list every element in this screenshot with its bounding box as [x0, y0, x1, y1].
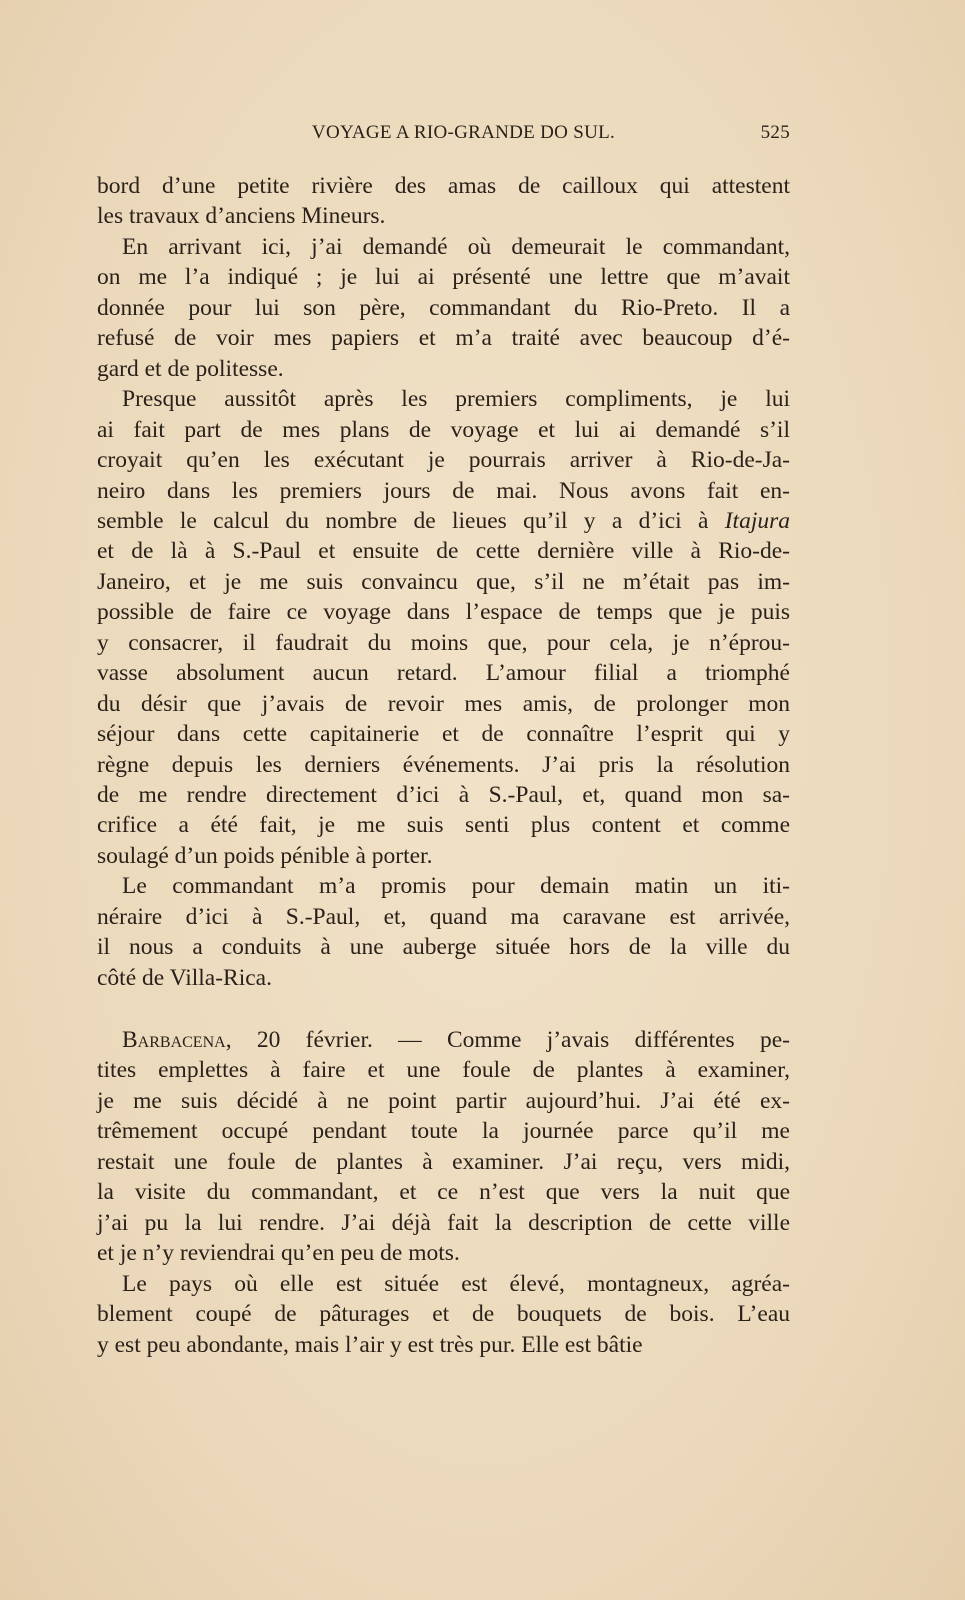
text-line — [97, 719, 790, 749]
text-line — [97, 323, 790, 353]
line-text: néraire d’ici à S.-Paul, et, quand ma caravane est arrivée, — [97, 903, 790, 930]
text-line — [97, 1330, 790, 1360]
line-text: crifice a été fait, je me suis senti plus content et comme — [97, 812, 790, 839]
text-line — [97, 476, 790, 506]
text-line — [97, 1177, 790, 1207]
text-line — [97, 262, 790, 292]
text-line — [97, 932, 790, 962]
line-text: de me rendre directement d’ici à S.-Paul, et, quand mon sa- — [97, 782, 790, 808]
line-text — [122, 1025, 790, 1055]
line-text: côté de Villa-Rica. — [97, 964, 272, 991]
text-line — [97, 780, 790, 810]
line-text: et de là à S.-Paul et ensuite de cette dernière ville à Rio-de- — [97, 538, 790, 565]
line-text: du désir que j’avais de revoir mes amis, de prolonger mon — [97, 690, 790, 717]
line-text: restait une foule de plantes à examiner. J’ai reçu, vers midi, — [97, 1148, 790, 1175]
text-line — [97, 810, 790, 840]
line-text: En arrivant ici, j’ai demandé où demeurait le commandant, — [122, 233, 790, 260]
line-text: y consacrer, il faudrait du moins que, pour cela, je n’éprou- — [97, 629, 790, 656]
text-line — [97, 1299, 790, 1329]
line-text: on me l’a indiqué ; je lui ai présenté une lettre que m’avait — [97, 264, 790, 291]
line-text: refusé de voir mes papiers et m’a traité avec beaucoup d’é- — [97, 325, 790, 352]
line-text: je me suis décidé à ne point partir aujourd’hui. J’ai été ex- — [97, 1087, 790, 1114]
text-line — [97, 445, 790, 475]
text-line — [97, 171, 790, 201]
text-line — [122, 232, 790, 262]
line-text: Le commandant m’a promis pour demain matin un iti- — [122, 873, 790, 900]
line-text: vasse absolument aucun retard. L’amour filial a triomphé — [97, 660, 790, 687]
text-line — [122, 1269, 790, 1299]
page-number: 525 — [760, 122, 790, 143]
line-text: règne depuis les derniers événements. J’ai pris la résolution — [97, 751, 790, 778]
text-line — [97, 201, 790, 231]
text-line — [122, 384, 790, 414]
text-line — [122, 1025, 790, 1055]
line-text — [97, 506, 790, 536]
line-text: soulagé d’un poids pénible à porter. — [97, 842, 433, 869]
line-text: Le pays où elle est située est élevé, montagneux, agréa- — [122, 1270, 790, 1297]
text-line — [97, 750, 790, 780]
page-header — [97, 120, 790, 148]
text-line — [97, 1086, 790, 1116]
line-text: neiro dans les premiers jours de mai. Nous avons fait en- — [97, 477, 790, 504]
text-line — [97, 689, 790, 719]
line-text: il nous a conduits à une auberge située hors de la ville du — [97, 934, 790, 961]
text-line — [97, 1208, 790, 1238]
text-line — [97, 1238, 790, 1268]
text-line — [97, 354, 790, 384]
text-line — [97, 597, 790, 627]
italic-place-name: Itajura — [724, 507, 790, 534]
line-text: bord d’une petite rivière des amas de cailloux qui attestent — [97, 173, 790, 199]
line-text: tites emplettes à faire et une foule de plantes à examiner, — [97, 1057, 790, 1084]
line-text: blement coupé de pâturages et de bouquets de bois. L’eau — [97, 1301, 790, 1328]
text-line — [97, 1147, 790, 1177]
entry-place-heading: Barbacena — [122, 1027, 226, 1053]
line-text: croyait qu’en les exécutant je pourrais arriver à Rio-de-Ja- — [97, 447, 790, 474]
text-line — [97, 293, 790, 323]
line-text: donnée pour lui son père, commandant du Rio-Preto. Il a — [97, 294, 790, 321]
text-line — [97, 658, 790, 688]
line-text: la visite du commandant, et ce n’est que vers la nuit que — [97, 1179, 790, 1206]
text-line — [97, 415, 790, 445]
line-text: gard et de politesse. — [97, 355, 284, 382]
line-text: trêmement occupé pendant toute la journée parce qu’il me — [97, 1118, 790, 1145]
line-text: j’ai pu la lui rendre. J’ai déjà fait la description de cette ville — [97, 1209, 790, 1236]
text-line — [97, 841, 790, 871]
line-text: ai fait part de mes plans de voyage et lui ai demandé s’il — [97, 416, 790, 443]
text-line — [97, 902, 790, 932]
line-text: séjour dans cette capitainerie et de connaître l’esprit qui y — [97, 721, 790, 748]
line-text: y est peu abondante, mais l’air y est très pur. Elle est bâtie — [97, 1331, 643, 1358]
text-line — [122, 871, 790, 901]
line-text: Presque aussitôt après les premiers compliments, je lui — [122, 386, 790, 413]
line-text: Janeiro, et je me suis convaincu que, s’il ne m’était pas im- — [97, 568, 790, 595]
line-text-part: , 20 février. — Comme j’avais différentes pe- — [225, 1027, 790, 1053]
line-text-part: semble le calcul du nombre de lieues qu’il y a d’ici à — [97, 507, 725, 534]
line-text: les travaux d’anciens Mineurs. — [97, 203, 386, 230]
text-line — [97, 567, 790, 597]
text-line — [97, 1055, 790, 1085]
text-line — [97, 963, 790, 993]
text-line — [97, 1116, 790, 1146]
text-line — [97, 506, 790, 536]
line-text: et je n’y reviendrai qu’en peu de mots. — [97, 1240, 460, 1267]
running-title: VOYAGE A RIO-GRANDE DO SUL. — [311, 122, 616, 143]
line-text: possible de faire ce voyage dans l’espace de temps que je puis — [97, 599, 790, 626]
text-line — [97, 536, 790, 566]
text-line — [97, 628, 790, 658]
